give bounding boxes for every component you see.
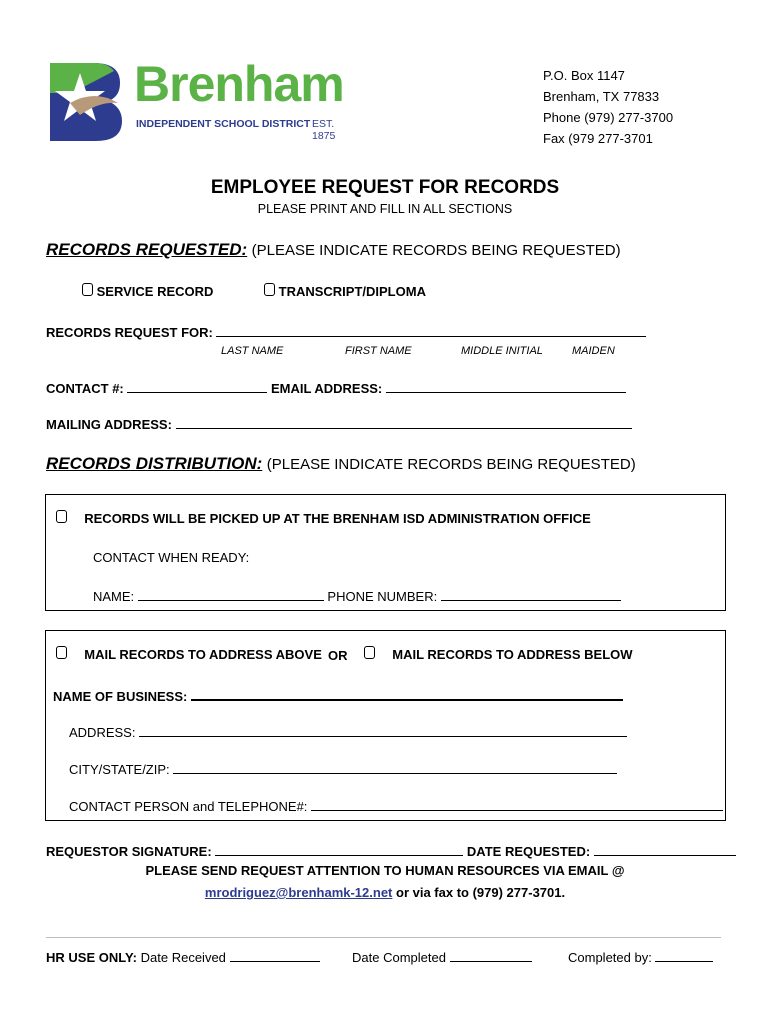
address-fax: Fax (979 277-3701 (543, 131, 653, 146)
mail-address-label: ADDRESS: (69, 725, 136, 740)
business-row (53, 686, 623, 704)
or-label: OR (328, 648, 348, 663)
contact-person-row (69, 797, 723, 814)
brand-est: EST. 1875 (312, 118, 336, 142)
last-name-caption: LAST NAME (221, 345, 284, 357)
business-label: NAME OF BUSINESS: (53, 689, 188, 704)
brand-district: INDEPENDENT SCHOOL DISTRICT (136, 118, 311, 130)
pickup-checkbox[interactable] (56, 510, 67, 523)
mailing-row (46, 415, 632, 432)
records-requested-section (46, 240, 621, 260)
contact-field[interactable] (127, 379, 267, 393)
request-for-field[interactable] (216, 323, 646, 337)
address-line2: Brenham, TX 77833 (543, 89, 660, 104)
mail-below-option[interactable] (364, 646, 633, 662)
contact-person-label: CONTACT PERSON and TELEPHONE#: (69, 799, 308, 814)
contact-person-field[interactable] (311, 797, 723, 811)
signature-field[interactable] (215, 842, 463, 856)
signature-row (46, 842, 736, 859)
mailing-label: MAILING ADDRESS: (46, 417, 172, 432)
email-label: EMAIL ADDRESS: (271, 381, 383, 396)
city-row (69, 760, 617, 777)
date-completed-row (352, 948, 532, 965)
pickup-name-field[interactable] (138, 587, 324, 601)
request-for-row (46, 323, 646, 340)
maiden-caption: MAIDEN (572, 345, 615, 357)
send-note: PLEASE SEND REQUEST ATTENTION TO HUMAN RESOURCES VIA EMAIL @ (145, 863, 625, 878)
star-b-logo-icon (50, 63, 122, 141)
mail-below-label: MAIL RECORDS TO ADDRESS BELOW (392, 647, 633, 662)
date-requested-label: DATE REQUESTED: (466, 844, 591, 859)
date-received-field[interactable] (230, 948, 320, 962)
mail-above-checkbox[interactable] (56, 646, 67, 659)
completed-by-field[interactable] (655, 948, 713, 962)
hr-divider (46, 937, 721, 938)
records-distribution-heading: RECORDS DISTRIBUTION: (46, 454, 263, 473)
date-requested-field[interactable] (594, 842, 736, 856)
address-phone: Phone (979) 277-3700 (543, 110, 674, 125)
contact-label: CONTACT #: (46, 381, 124, 396)
brand-name: Brenham (134, 56, 344, 112)
date-completed-label: Date Completed (352, 950, 446, 965)
service-record-label: SERVICE RECORD (96, 284, 214, 299)
address-line1: P.O. Box 1147 (543, 68, 625, 83)
mail-above-option[interactable] (56, 646, 322, 662)
email-field[interactable] (386, 379, 626, 393)
email-fax-line (0, 885, 770, 900)
contact-row (46, 379, 626, 396)
pickup-name-label: NAME: (93, 589, 135, 604)
records-requested-heading: RECORDS REQUESTED: (46, 240, 248, 259)
pickup-phone-field[interactable] (441, 587, 621, 601)
signature-label: REQUESTOR SIGNATURE: (46, 844, 212, 859)
first-name-caption: FIRST NAME (345, 345, 412, 357)
date-completed-field[interactable] (450, 948, 532, 962)
transcript-checkbox[interactable] (264, 283, 275, 296)
mail-address-field[interactable] (139, 723, 627, 737)
city-field[interactable] (173, 760, 617, 774)
pickup-phone-label: PHONE NUMBER: (327, 589, 438, 604)
pickup-name-row (93, 587, 621, 604)
contact-ready-label: CONTACT WHEN READY: (93, 550, 250, 565)
completed-by-label: Completed by: (568, 950, 652, 965)
hr-row (46, 948, 320, 965)
pickup-label: RECORDS WILL BE PICKED UP AT THE BRENHAM ISD ADMINISTRATION OFFICE (84, 511, 591, 526)
request-for-label: RECORDS REQUEST FOR: (46, 325, 213, 340)
service-record-option[interactable] (82, 283, 213, 299)
middle-initial-caption: MIDDLE INITIAL (461, 345, 543, 357)
fax-note: or via fax to (979) 277-3701. (396, 885, 566, 900)
transcript-option[interactable] (264, 283, 426, 299)
transcript-label: TRANSCRIPT/DIPLOMA (278, 284, 426, 299)
records-distribution-section (46, 454, 636, 474)
pickup-option[interactable] (56, 510, 591, 526)
city-label: CITY/STATE/ZIP: (69, 762, 170, 777)
hr-email-link[interactable]: mrodriguez@brenhamk-12.net (204, 885, 393, 900)
records-requested-note: (PLEASE INDICATE RECORDS BEING REQUESTED) (251, 242, 621, 259)
mailing-field[interactable] (176, 415, 632, 429)
form-subtitle: PLEASE PRINT AND FILL IN ALL SECTIONS (257, 202, 513, 216)
mail-below-checkbox[interactable] (364, 646, 375, 659)
service-record-checkbox[interactable] (82, 283, 93, 296)
records-distribution-note: (PLEASE INDICATE RECORDS BEING REQUESTED) (266, 456, 636, 473)
mail-address-row (69, 723, 627, 740)
date-received-label: Date Received (140, 950, 226, 965)
completed-by-row (568, 948, 713, 965)
form-title: EMPLOYEE REQUEST FOR RECORDS (210, 177, 560, 198)
business-field[interactable] (191, 686, 623, 701)
mail-above-label: MAIL RECORDS TO ADDRESS ABOVE (84, 647, 322, 662)
district-logo (50, 56, 360, 143)
hr-label: HR USE ONLY: (46, 950, 138, 965)
